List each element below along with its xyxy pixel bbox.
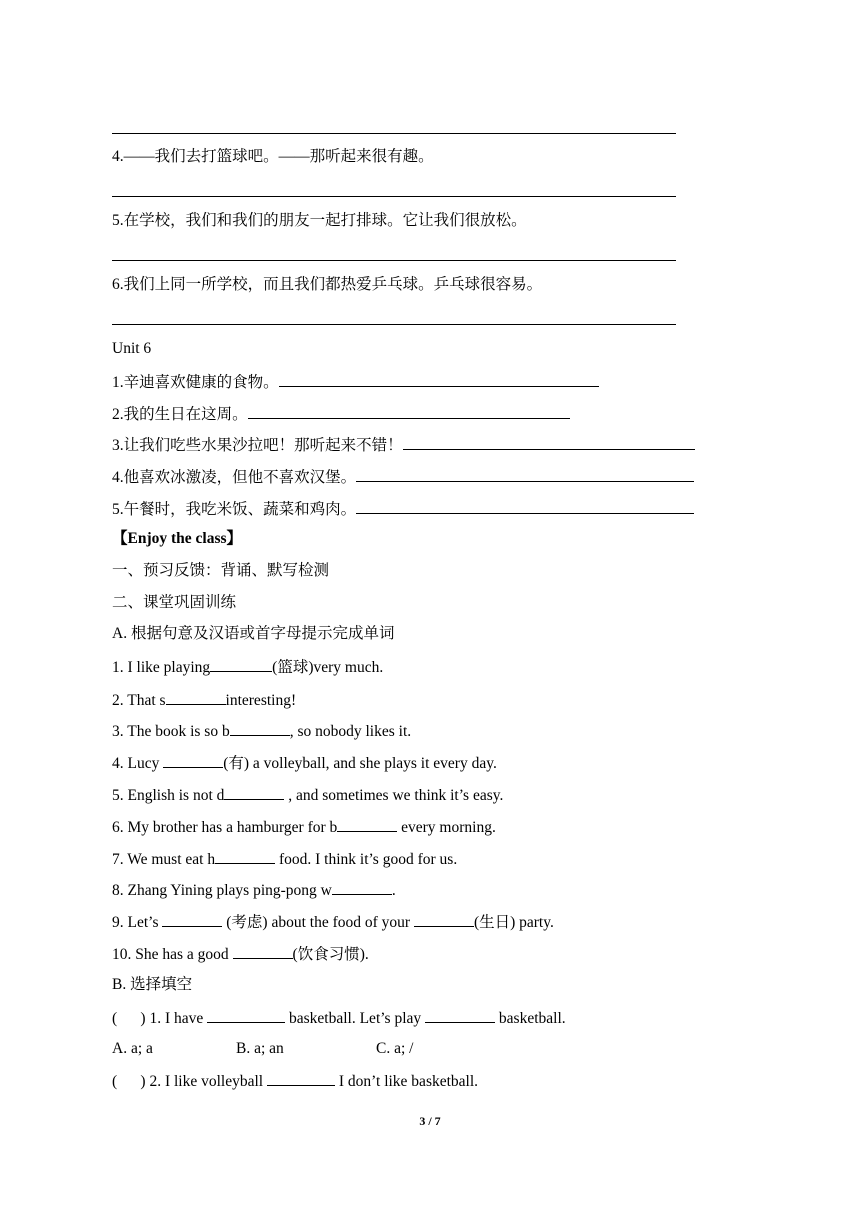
answer-paren[interactable]: ( ) bbox=[112, 1073, 146, 1090]
fill-blank bbox=[425, 1007, 495, 1023]
exercise-a1: 1. I like playing (篮球)very much. bbox=[112, 656, 383, 678]
fill-blank[interactable] bbox=[215, 848, 275, 864]
translation-item-5: 5.在学校，我们和我们的朋友一起打排球。它让我们很放松。 bbox=[112, 212, 527, 229]
answer-paren[interactable]: ( ) bbox=[112, 1010, 146, 1027]
fill-blank[interactable] bbox=[332, 879, 392, 895]
page-number: 3 / 7 bbox=[419, 1114, 441, 1128]
part-a-heading: A. 根据句意及汉语或首字母提示完成单词 bbox=[112, 625, 395, 642]
exercise-a7: 7. We must eat h food. I think it’s good for us. bbox=[112, 848, 457, 870]
enjoy-heading: 【Enjoy the class】 bbox=[112, 530, 243, 547]
unit6-item-2: 2.我的生日在这周。 bbox=[112, 403, 570, 425]
answer-line-5 bbox=[112, 260, 676, 261]
fill-blank[interactable] bbox=[337, 816, 397, 832]
fill-blank[interactable] bbox=[403, 434, 695, 450]
unit-title: Unit 6 bbox=[112, 340, 152, 357]
unit6-item-1: 1.辛迪喜欢健康的食物。 bbox=[112, 371, 599, 393]
fill-blank[interactable] bbox=[230, 720, 290, 736]
exercise-b1: ( ) 1. I have basketball. Let’s play basketball. bbox=[112, 1007, 566, 1029]
fill-blank[interactable] bbox=[233, 943, 293, 959]
fill-blank[interactable] bbox=[356, 498, 694, 514]
b1-option-c: C. a; / bbox=[376, 1040, 414, 1057]
fill-blank[interactable] bbox=[414, 911, 474, 927]
fill-blank[interactable] bbox=[163, 752, 223, 768]
fill-blank[interactable] bbox=[210, 656, 272, 672]
exercise-a10: 10. She has a good (饮食习惯). bbox=[112, 943, 369, 965]
unit6-item-4: 4.他喜欢冰激凌，但他不喜欢汉堡。 bbox=[112, 466, 694, 488]
translation-item-4: 4.——我们去打篮球吧。——那听起来很有趣。 bbox=[112, 148, 434, 165]
fill-blank bbox=[267, 1070, 335, 1086]
part-2-heading: 二、课堂巩固训练 bbox=[112, 594, 237, 611]
answer-line-6 bbox=[112, 324, 676, 325]
exercise-a3: 3. The book is so b , so nobody likes it. bbox=[112, 720, 411, 742]
part-1-heading: 一、预习反馈：背诵、默写检测 bbox=[112, 562, 330, 579]
exercise-a6: 6. My brother has a hamburger for b every morning. bbox=[112, 816, 496, 838]
fill-blank[interactable] bbox=[166, 689, 226, 705]
b1-option-a: A. a; a bbox=[112, 1040, 153, 1057]
part-b-heading: B. 选择填空 bbox=[112, 976, 193, 993]
exercise-a2: 2. That s interesting! bbox=[112, 689, 296, 711]
exercise-b2: ( ) 2. I like volleyball I don’t like basketball. bbox=[112, 1070, 478, 1092]
exercise-a9: 9. Let’s (考虑) about the food of your (生日) party. bbox=[112, 911, 554, 933]
b1-option-b: B. a; an bbox=[236, 1040, 284, 1057]
fill-blank[interactable] bbox=[279, 371, 599, 387]
fill-blank bbox=[207, 1007, 285, 1023]
exercise-a5: 5. English is not d , and sometimes we think it’s easy. bbox=[112, 784, 503, 806]
fill-blank[interactable] bbox=[224, 784, 284, 800]
fill-blank[interactable] bbox=[356, 466, 694, 482]
answer-line-3 bbox=[112, 133, 676, 134]
translation-item-6: 6.我们上同一所学校，而且我们都热爱乒乓球。乒乓球很容易。 bbox=[112, 276, 543, 293]
answer-line-4 bbox=[112, 196, 676, 197]
fill-blank[interactable] bbox=[162, 911, 222, 927]
exercise-a8: 8. Zhang Yining plays ping-pong w . bbox=[112, 879, 396, 901]
fill-blank[interactable] bbox=[248, 403, 570, 419]
unit6-item-3: 3.让我们吃些水果沙拉吧！那听起来不错！ bbox=[112, 434, 695, 456]
exercise-a4: 4. Lucy (有) a volleyball, and she plays it every day. bbox=[112, 752, 497, 774]
unit6-item-5: 5.午餐时，我吃米饭、蔬菜和鸡肉。 bbox=[112, 498, 694, 520]
